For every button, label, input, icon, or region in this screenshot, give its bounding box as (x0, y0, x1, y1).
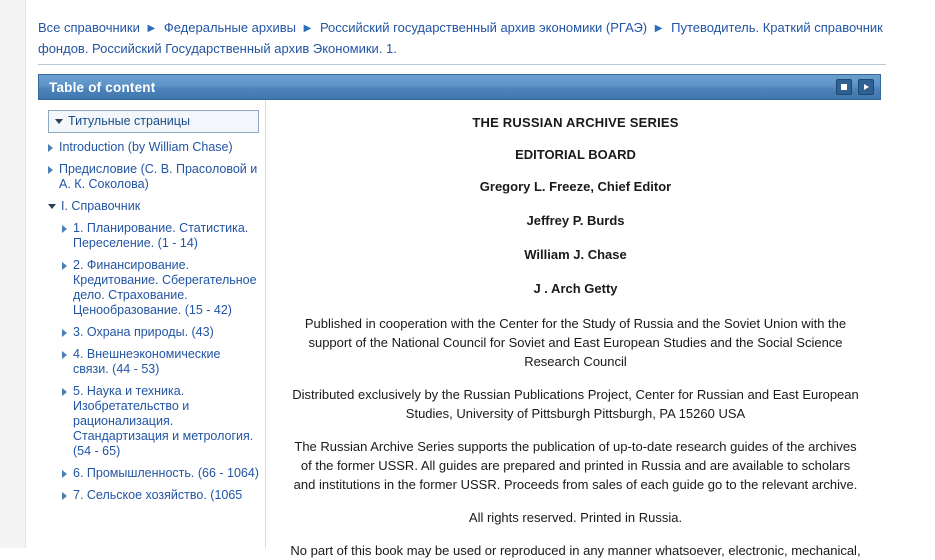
content-area (38, 100, 881, 558)
breadcrumb-separator-icon: ▶ (147, 23, 156, 34)
toc-item-spravochnik[interactable] (48, 199, 259, 214)
toc-item-section-3[interactable] (48, 325, 259, 340)
right-gutter (923, 0, 935, 548)
toc-item-label: 7. Сельское хозяйство. (1065 (73, 488, 243, 502)
toc-item-preface[interactable] (48, 162, 259, 192)
toc-item-label: Предисловие (С. В. Прасоловой и А. К. Соколова) (59, 162, 258, 191)
chevron-right-icon (62, 329, 67, 337)
chevron-right-icon (62, 470, 67, 478)
chevron-right-icon (62, 225, 67, 233)
chevron-down-icon (48, 204, 56, 209)
table-of-content-sidebar[interactable] (38, 100, 266, 548)
toc-selected-label: Титульные страницы (68, 114, 190, 128)
breadcrumb-list (38, 18, 886, 58)
toc-item-introduction[interactable] (48, 140, 259, 155)
chevron-right-icon (62, 492, 67, 500)
editor-chief: Gregory L. Freeze, Chief Editor (479, 179, 672, 194)
breadcrumb-item-guide[interactable]: Путеводитель. Краткий справочник фондов. Российский Государственный архив Экономики. 1. (38, 20, 883, 56)
toc-item-label: 2. Финансирование. Кредитование. Сберегательное дело. Страхование. Ценообразование. (15 - 42) (73, 258, 257, 317)
editor-chase: William J. Chase (524, 247, 627, 262)
toc-item-section-2[interactable] (48, 258, 259, 318)
chevron-right-icon (62, 388, 67, 396)
toc-item-label: 6. Промышленность. (66 - 1064) (73, 466, 259, 480)
toc-item-label: Introduction (by William Chase) (59, 140, 233, 154)
toc-item-label: I. Справочник (61, 199, 141, 213)
chevron-right-icon (48, 144, 53, 152)
toc-item-label: 1. Планирование. Статистика. Переселение. (1 - 14) (73, 221, 249, 250)
toc-item-label: 3. Охрана природы. (43) (73, 325, 214, 339)
document-paragraph: The Russian Archive Series supports the publication of up-to-date research guides of the archives of the former USSR. All guides are prepared and printed in Russia and are available to scholars and institutions in the former USSR. Proceeds from sales of each guide go to the relevant archive. (293, 439, 858, 492)
document-viewer (266, 100, 881, 558)
toc-item-label: 5. Наука и техника. Изобретательство и рационализация. Стандартизация и метрология. (54 - 65) (73, 384, 254, 458)
toc-item-section-7[interactable] (48, 488, 259, 503)
stop-square-icon[interactable] (836, 79, 852, 95)
document-title: THE RUSSIAN ARCHIVE SERIES (472, 115, 679, 130)
table-of-content-title: Table of content (49, 79, 156, 95)
toc-item-title-pages[interactable] (48, 110, 259, 133)
chevron-down-icon (55, 119, 63, 124)
editor-getty: J . Arch Getty (533, 281, 618, 296)
breadcrumb (38, 18, 886, 65)
toc-item-label: 4. Внешнеэкономические связи. (44 - 53) (73, 347, 221, 376)
chevron-right-icon (48, 166, 53, 174)
toc-item-section-5[interactable] (48, 384, 259, 459)
editor-burds: Jeffrey P. Burds (526, 213, 625, 228)
document-paragraph: No part of this book may be used or reproduced in any manner whatsoever, electronic, mechanical, (290, 543, 861, 558)
breadcrumb-item-all-guides[interactable]: Все справочники (38, 20, 140, 35)
document-paragraph: Distributed exclusively by the Russian Publications Project, Center for Russian and East European Studies, University of Pittsburgh Pittsburgh, PA 15260 USA (292, 387, 859, 421)
toc-item-section-6[interactable] (48, 466, 259, 481)
breadcrumb-item-rgae[interactable]: Российский государственный архив экономики (РГАЭ) (319, 20, 648, 35)
toc-item-section-1[interactable] (48, 221, 259, 251)
document-paragraph: All rights reserved. Printed in Russia. (468, 510, 683, 525)
breadcrumb-item-federal-archives[interactable]: Федеральные архивы (163, 20, 296, 35)
breadcrumb-separator-icon: ▶ (654, 23, 663, 34)
chevron-right-icon (62, 262, 67, 270)
toc-item-section-4[interactable] (48, 347, 259, 377)
document-subtitle: EDITORIAL BOARD (515, 147, 636, 162)
left-gutter (0, 0, 26, 548)
document-paragraph: Published in cooperation with the Center for the Study of Russia and the Soviet Union with the support of the National Council for Soviet and East European Studies and the Social Science Research Council (304, 316, 847, 369)
play-arrow-icon[interactable] (858, 79, 874, 95)
table-of-content-header (38, 74, 881, 100)
breadcrumb-separator-icon: ▶ (303, 23, 312, 34)
chevron-right-icon (62, 351, 67, 359)
